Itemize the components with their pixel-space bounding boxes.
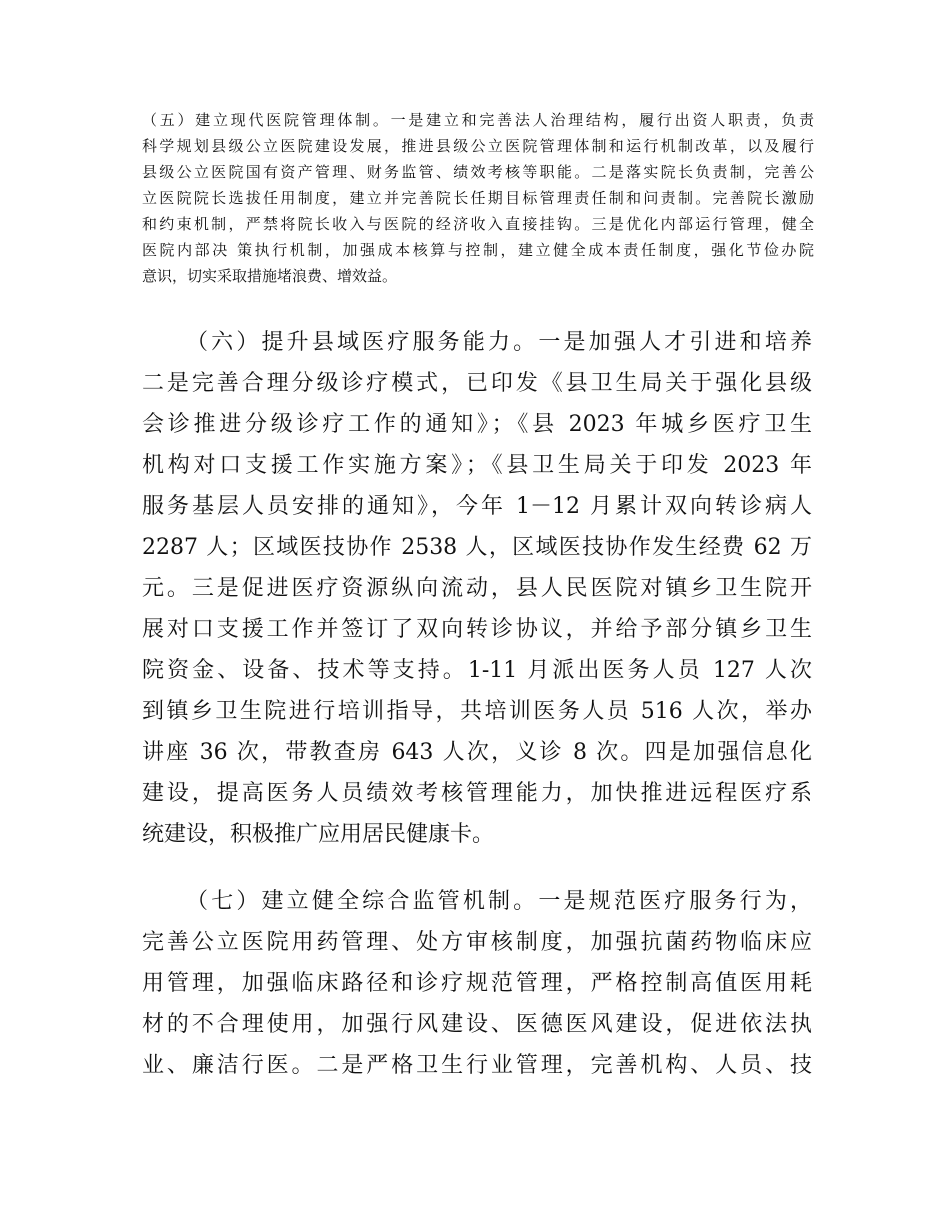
text-line: 讲座 36 次，带教查房 643 人次，义诊 8 次。四是加强信息化 [142,740,812,765]
text-line: 二是完善合理分级诊疗模式，已印发《县卫生局关于强化县级 [142,371,812,396]
text-line: 材的不合理使用，加强行风建设、医德医风建设，促进依法执 [142,1012,812,1037]
text-line: 县级公立医院国有资产管理、财务监管、绩效考核等职能。二是落实院长负责制，完善公 [142,163,814,181]
text-line: 院资金、设备、技术等支持。1-11 月派出医务人员 127 人次 [142,658,812,683]
text-line: 意识，切实采取措施堵浪费、增效益。 [142,267,398,285]
text-line: （七）建立健全综合监管机制。一是规范医疗服务行为， [186,889,812,914]
text-line: 机构对口支援工作实施方案》；《县卫生局关于印发 2023 年 [142,453,812,478]
text-line: 2287 人；区域医技协作 2538 人，区域医技协作发生经费 62 万 [142,535,812,560]
paragraph-section-6 [142,322,812,855]
text-line: 统建设，积极推广应用居民健康卡。 [142,822,495,847]
text-line: 元。三是促进医疗资源纵向流动，县人民医院对镇乡卫生院开 [142,576,812,601]
text-line: 建设，提高医务人员绩效考核管理能力，加快推进远程医疗系 [142,781,812,806]
text-line: 业、廉洁行医。二是严格卫生行业管理，完善机构、人员、技 [142,1053,812,1078]
text-line: 服务基层人员安排的通知》，今年 1－12 月累计双向转诊病人 [142,494,812,519]
text-line: 和约束机制，严禁将院长收入与医院的经济收入直接挂钩。三是优化内部运行管理，健全 [142,215,814,233]
paragraph-section-7 [142,881,812,1086]
text-line: 会诊推进分级诊疗工作的通知》；《县 2023 年城乡医疗卫生 [142,412,812,437]
text-line: 到镇乡卫生院进行培训指导，共培训医务人员 516 人次，举办 [142,699,812,724]
text-line: 立医院院长选拔任用制度，建立并完善院长任期目标管理责任制和问责制。完善院长激励 [142,189,814,207]
text-line: 科学规划县级公立医院建设发展，推进县级公立医院管理体制和运行机制改革，以及履行 [142,137,814,155]
text-line: 用管理，加强临床路径和诊疗规范管理，严格控制高值医用耗 [142,971,812,996]
text-line: （六）提升县域医疗服务能力。一是加强人才引进和培养 [186,330,812,355]
text-line: （五）建立现代医院管理体制。一是建立和完善法人治理结构，履行出资人职责，负责 [142,111,814,129]
text-line: 完善公立医院用药管理、处方审核制度，加强抗菌药物临床应 [142,930,812,955]
paragraph-section-5 [142,107,814,289]
text-line: 展对口支援工作并签订了双向转诊协议，并给予部分镇乡卫生 [142,617,812,642]
text-line: 医院内部决 策执行机制，加强成本核算与控制，建立健全成本责任制度，强化节俭办院 [142,241,814,259]
